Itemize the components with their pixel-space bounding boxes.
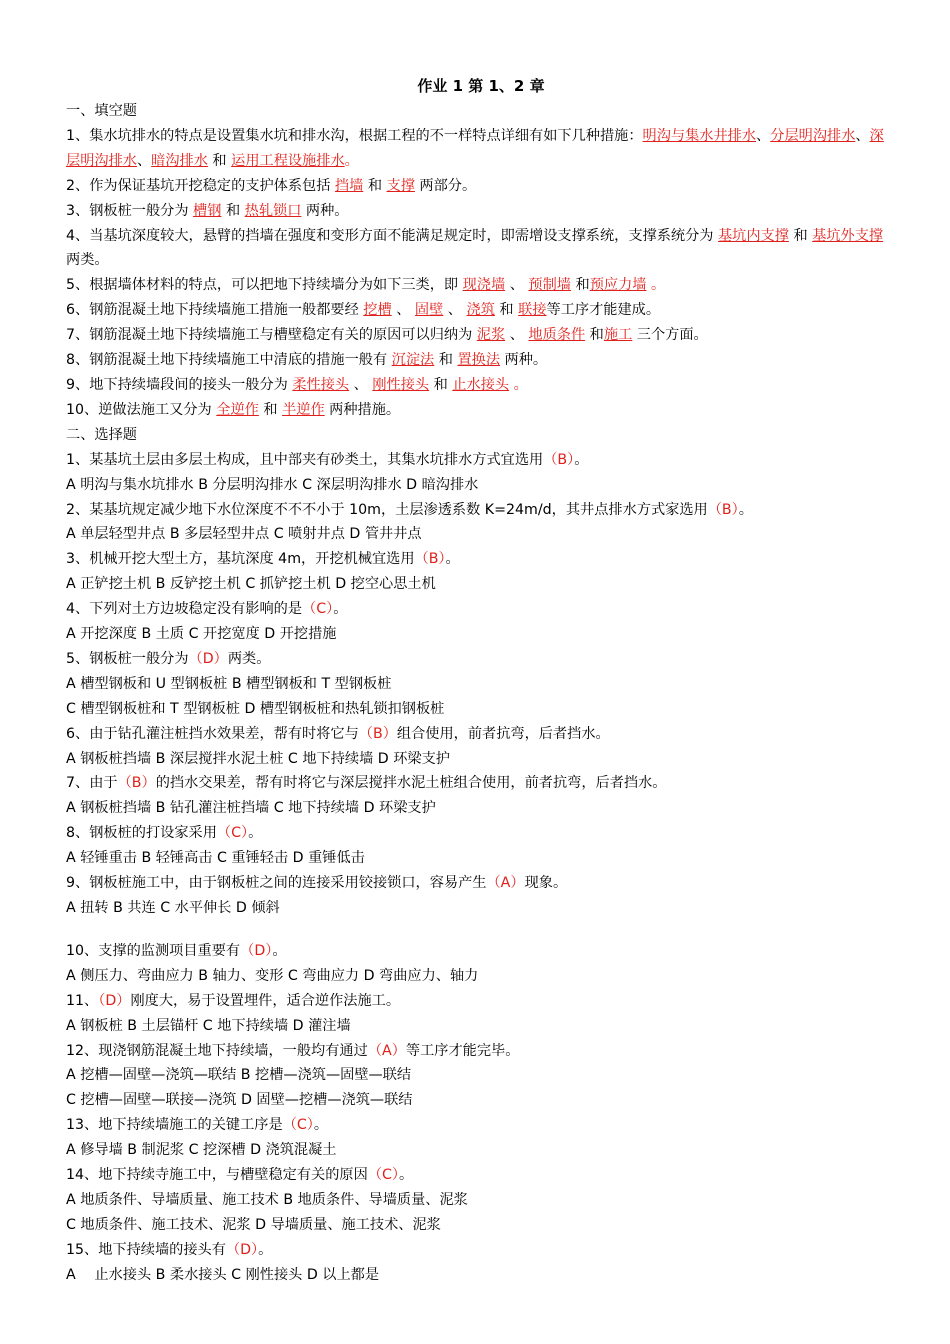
document-page xyxy=(66,74,896,1288)
answer-blank: 刚性接头 xyxy=(372,376,430,393)
text-segment: 8、钢板桩的打设家采用 xyxy=(66,825,217,842)
text-segment: 15、地下持续墙的接头有 xyxy=(66,1241,226,1258)
text-segment: 10、支撑的监测项目重要有 xyxy=(66,942,241,959)
text-segment: A 正铲挖土机 B 反铲挖土机 C 抓铲挖土机 D 挖空心思土机 xyxy=(66,576,436,593)
text-segment: 和 xyxy=(788,227,813,244)
mc1-line xyxy=(66,771,896,796)
text-segment: 。 xyxy=(272,942,287,959)
answer-choice: （A） xyxy=(367,1042,406,1059)
text-segment: A 钢板桩挡墙 B 钻孔灌注桩挡墙 C 地下持续墙 D 环梁支护 xyxy=(66,800,436,817)
answer-blank: 止水接头 xyxy=(452,376,510,393)
fill-line xyxy=(66,298,896,323)
text-segment: 1、某基坑土层由多层土构成，且中部夹有砂类土，其集水坑排水方式宜选用 xyxy=(66,451,544,468)
mc1-line xyxy=(66,597,896,622)
text-segment: 和 xyxy=(585,327,604,344)
text-segment: 两种。 xyxy=(500,352,548,369)
text-segment: C 地质条件、施工技术、泥浆 D 导墙质量、施工技术、泥浆 xyxy=(66,1216,441,1233)
text-segment: A 钢板桩挡墙 B 深层搅拌水泥土桩 C 地下持续墙 D 环梁支护 xyxy=(66,750,450,767)
mc2-line xyxy=(66,939,896,964)
text-segment: 和 xyxy=(221,202,245,219)
answer-choice: （D） xyxy=(98,992,131,1009)
mc2-line xyxy=(66,1088,896,1113)
fill-line xyxy=(66,273,896,298)
text-segment: 3、机械开挖大型土方，基坑深度 4m，开挖机械宜选用 xyxy=(66,551,415,568)
mc2-line xyxy=(66,1138,896,1163)
answer-blank: 暗沟排水 xyxy=(151,152,208,169)
text-segment: 、 xyxy=(505,327,529,344)
fill-in-questions xyxy=(66,124,896,423)
mc2-line xyxy=(66,1188,896,1213)
fill-line xyxy=(66,398,896,423)
text-segment: 、 xyxy=(443,302,467,319)
answer-blank: 柔性接头 xyxy=(292,376,350,393)
text-segment: 、 xyxy=(391,302,415,319)
mc1-line xyxy=(66,498,896,523)
mc2-line xyxy=(66,1039,896,1064)
text-segment: 等工序才能建成。 xyxy=(546,302,661,319)
text-segment: A 扭转 B 共连 C 水平伸长 D 倾斜 xyxy=(66,900,280,916)
text-segment: 8、钢筋混凝土地下持续墙施工中清底的措施一般有 xyxy=(66,352,392,369)
section-heading-choice: 二、选择题 xyxy=(66,426,137,443)
answer-choice: （D） xyxy=(240,942,273,959)
answer-choice: （C） xyxy=(282,1117,314,1134)
page-title: 作业 1 第 1、2 章 xyxy=(417,77,545,95)
text-segment: 5、钢板桩一般分为 xyxy=(66,650,189,667)
mc1-line xyxy=(66,846,896,871)
answer-blank: 预制墙 xyxy=(528,277,571,294)
text-segment: A 钢板桩 B 土层锚杆 C 地下持续墙 D 灌注墙 xyxy=(66,1017,351,1034)
mc1-line xyxy=(66,697,896,722)
answer-blank: 联接 xyxy=(518,302,547,319)
answer-choice: 。 xyxy=(344,152,359,169)
answer-blank: 现浇墙 xyxy=(462,277,506,294)
answer-choice: （B） xyxy=(117,775,156,792)
answer-blank: 施工 xyxy=(603,327,633,344)
text-segment: 和 xyxy=(429,376,453,393)
text-segment: 9、钢板桩施工中，由于钢板桩之间的连接采用铰接锁口，容易产生 xyxy=(66,875,487,892)
mc1-line xyxy=(66,796,896,821)
answer-choice: （C） xyxy=(367,1167,399,1184)
mc1-line xyxy=(66,473,896,498)
answer-blank: 运用工程设施排水 xyxy=(231,152,345,169)
answer-blank: 泥浆 xyxy=(476,327,506,344)
text-segment: 刚度大，易于设置埋件，适合逆作法施工。 xyxy=(130,992,401,1009)
text-segment: 。 xyxy=(313,1117,329,1134)
answer-blank: 深层明沟排水 xyxy=(66,127,884,169)
answer-blank: 基坑内支撑 xyxy=(717,227,789,244)
fill-line xyxy=(66,224,896,274)
text-segment: 的挡水交果差，帮有时将它与深层搅拌水泥土桩组合使用，前者抗弯，后者挡水。 xyxy=(155,775,667,792)
text-segment: 。 xyxy=(333,601,348,618)
mc2-line xyxy=(66,1263,896,1288)
text-segment: 。 xyxy=(738,501,753,518)
text-segment: 9、地下持续墙段间的接头一般分为 xyxy=(66,376,293,393)
text-segment: 、 xyxy=(855,127,870,144)
text-segment: C 挖槽—固壁—联接—浇筑 D 固壁—挖槽—浇筑—联结 xyxy=(66,1092,413,1109)
text-segment: 。 xyxy=(445,551,460,568)
mc2-line xyxy=(66,1113,896,1138)
text-segment: A 地质条件、导墙质量、施工技术 B 地质条件、导墙质量、泥浆 xyxy=(66,1191,468,1208)
mc1-line xyxy=(66,547,896,572)
text-segment: A 明沟与集水坑排水 B 分层明沟排水 C 深层明沟排水 D 暗沟排水 xyxy=(66,476,479,493)
blank-spacer xyxy=(66,921,896,939)
text-segment: 两部分。 xyxy=(414,177,477,194)
text-segment: 两种。 xyxy=(301,202,349,219)
mc2-line xyxy=(66,989,896,1014)
mc2-line xyxy=(66,1238,896,1263)
fill-line xyxy=(66,174,896,199)
text-segment: 两类。 xyxy=(227,650,271,667)
answer-choice: （D） xyxy=(188,650,228,667)
text-segment: 两种措施。 xyxy=(324,401,401,418)
text-segment: 14、地下持续寺施工中，与槽壁稳定有关的原因 xyxy=(66,1167,368,1184)
mc2-line xyxy=(66,1063,896,1088)
answer-blank: 挡墙 xyxy=(334,177,364,194)
mc2-line xyxy=(66,1014,896,1039)
text-segment: 10、逆做法施工又分为 xyxy=(66,401,217,418)
text-segment: C 槽型钢板桩和 T 型钢板桩 D 槽型钢板桩和热轧锁扣钢板桩 xyxy=(66,700,445,717)
answer-choice: （B） xyxy=(358,725,397,742)
text-segment: 4、下列对土方边坡稳定没有影响的是 xyxy=(66,601,303,618)
mc1-line xyxy=(66,722,896,747)
mc1-line xyxy=(66,672,896,697)
text-segment: 12、现浇钢筋混凝土地下持续墙，一般均有通过 xyxy=(66,1042,368,1059)
text-segment: 6、由于钻孔灌注桩挡水效果差，帮有时将它与 xyxy=(66,725,359,742)
answer-blank: 支撑 xyxy=(386,177,415,194)
answer-choice: （B） xyxy=(543,451,575,468)
text-segment: A 开挖深度 B 土质 C 开挖宽度 D 开挖措施 xyxy=(66,626,337,643)
mc1-line xyxy=(66,448,896,473)
mc1-line xyxy=(66,572,896,597)
text-segment: 三个方面。 xyxy=(632,327,708,344)
mc1-line xyxy=(66,821,896,846)
answer-blank: 槽钢 xyxy=(193,202,222,219)
answer-blank: 明沟与集水井排水 xyxy=(642,127,757,144)
text-segment: 两类。 xyxy=(66,252,109,269)
text-segment: 、 xyxy=(349,376,373,393)
text-segment: 5、根据墙体材料的特点，可以把地下持续墙分为如下三类，即 xyxy=(66,277,463,294)
mc1-line xyxy=(66,747,896,772)
answer-choice: （B） xyxy=(414,551,446,568)
answer-choice: （C） xyxy=(302,601,334,618)
text-segment: 2、作为保证基坑开挖稳定的支护体系包括 xyxy=(66,177,335,194)
choice-questions-part2 xyxy=(66,939,896,1288)
text-segment: 、 xyxy=(756,127,771,144)
text-segment: 6、钢筋混凝土地下持续墙施工措施一般都要经 xyxy=(66,302,364,319)
text-segment: 和 xyxy=(258,401,283,418)
text-segment: A 槽型钢板和 U 型钢板桩 B 槽型钢板和 T 型钢板桩 xyxy=(66,675,392,692)
text-segment: 。 xyxy=(399,1167,414,1184)
text-segment: 。 xyxy=(258,1241,273,1258)
answer-blank: 分层明沟排水 xyxy=(770,127,856,144)
text-segment: A 止水接头 B 柔水接头 C 刚性接头 D 以上都是 xyxy=(66,1266,380,1283)
text-segment: 和 xyxy=(570,277,590,294)
mc1-line xyxy=(66,896,896,921)
fill-line xyxy=(66,373,896,398)
text-segment: 11、 xyxy=(66,992,99,1009)
mc1-line xyxy=(66,522,896,547)
answer-blank: 置换法 xyxy=(457,352,501,369)
answer-blank: 挖槽 xyxy=(363,302,392,319)
text-segment: 1、集水坑排水的特点是设置集水坑和排水沟，根据工程的不一样特点详细有如下几种措施： xyxy=(66,127,643,144)
mc1-line xyxy=(66,647,896,672)
fill-line xyxy=(66,323,896,348)
answer-blank: 浇筑 xyxy=(466,302,495,319)
answer-blank: 热轧锁口 xyxy=(244,202,302,219)
text-segment: 7、由于 xyxy=(66,775,118,792)
text-segment: 和 xyxy=(207,152,232,169)
text-segment: 3、钢板桩一般分为 xyxy=(66,202,194,219)
text-segment: 。 xyxy=(248,825,263,842)
answer-blank: 固壁 xyxy=(414,302,444,319)
text-segment: 等工序才能完毕。 xyxy=(405,1042,520,1059)
text-segment: 。 xyxy=(574,451,589,468)
text-segment: 4、当基坑深度较大，悬臂的挡墙在强度和变形方面不能满足规定时，即需增设支撑系统，支撑系统分为 xyxy=(66,227,718,244)
answer-blank: 沉淀法 xyxy=(391,352,435,369)
fill-line xyxy=(66,199,896,224)
text-segment: 和 xyxy=(363,177,387,194)
mc1-line xyxy=(66,622,896,647)
text-segment: A 挖槽—固壁—浇筑—联结 B 挖槽—浇筑—固壁—联结 xyxy=(66,1067,412,1084)
text-segment: 和 xyxy=(434,352,458,369)
mc2-line xyxy=(66,1213,896,1238)
text-segment: 7、钢筋混凝土地下持续墙施工与槽壁稳定有关的原因可以归纳为 xyxy=(66,327,477,344)
fill-line xyxy=(66,124,896,174)
answer-blank: 基坑外支撑 xyxy=(812,227,884,244)
answer-blank: 全逆作 xyxy=(216,401,259,418)
text-segment: 、 xyxy=(505,277,529,294)
answer-blank: 预应力墙 xyxy=(589,277,647,294)
answer-choice: （C） xyxy=(216,825,249,842)
section-heading-fill: 一、填空题 xyxy=(66,103,137,119)
answer-choice: 。 xyxy=(509,376,528,393)
answer-choice: （D） xyxy=(225,1241,259,1258)
text-segment: 2、某基坑规定减少地下水位深度不不不小于 10m，土层渗透系数 K=24m/d，其井点排水方式家选用 xyxy=(66,501,708,518)
text-segment: 组合使用，前者抗弯，后者挡水。 xyxy=(396,725,610,742)
answer-blank: 半逆作 xyxy=(282,401,325,418)
text-segment: 、 xyxy=(136,152,152,169)
mc2-line xyxy=(66,964,896,989)
fill-line xyxy=(66,348,896,373)
text-segment: 现象。 xyxy=(524,875,568,892)
answer-choice: （A） xyxy=(486,875,525,892)
text-segment: 和 xyxy=(494,302,519,319)
choice-questions-part1 xyxy=(66,448,896,921)
text-segment: A 单层轻型井点 B 多层轻型井点 C 喷射井点 D 管井井点 xyxy=(66,526,422,543)
text-segment: A 侧压力、弯曲应力 B 轴力、变形 C 弯曲应力 D 弯曲应力、轴力 xyxy=(66,967,479,984)
answer-blank: 地质条件 xyxy=(528,327,586,344)
answer-choice: （B） xyxy=(707,501,739,518)
mc1-line xyxy=(66,871,896,896)
text-segment: A 修导墙 B 制泥浆 C 挖深槽 D 浇筑混凝土 xyxy=(66,1142,337,1159)
text-segment: 13、地下持续墙施工的关键工序是 xyxy=(66,1117,283,1134)
answer-choice: 。 xyxy=(646,277,666,294)
text-segment: A 轻锤重击 B 轻锤高击 C 重锤轻击 D 重锤低击 xyxy=(66,850,365,867)
mc2-line xyxy=(66,1163,896,1188)
